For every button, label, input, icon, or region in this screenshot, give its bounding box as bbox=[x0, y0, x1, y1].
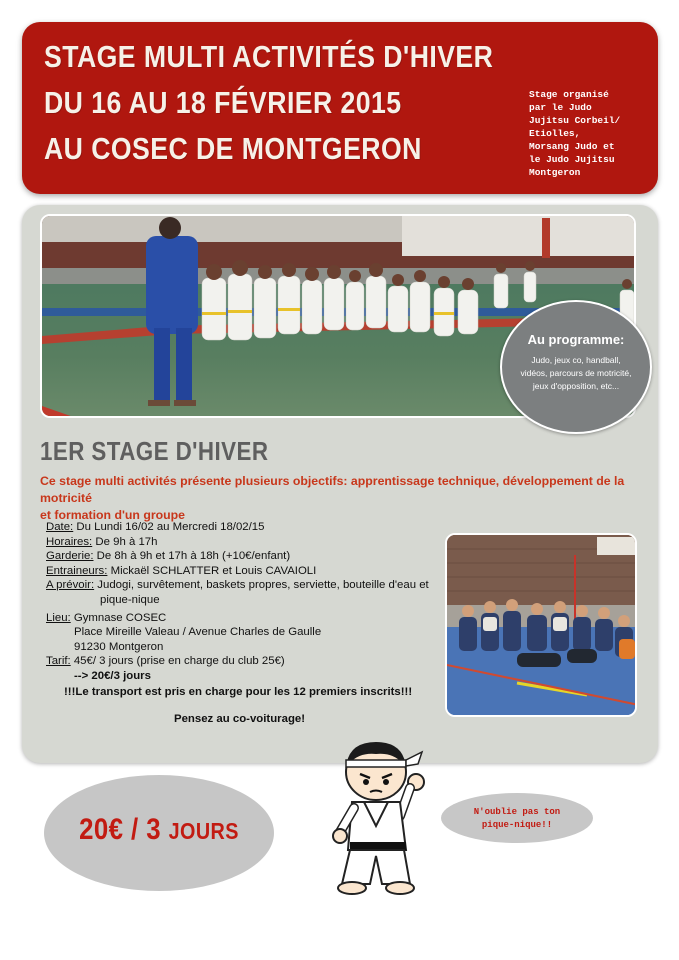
bubble-line-2: pique-nique!! bbox=[481, 820, 553, 830]
horaires-label: Horaires: bbox=[46, 535, 93, 548]
bubble-line-1: N'oublie pas ton bbox=[473, 807, 561, 817]
organizer-line: Stage organisé bbox=[529, 89, 609, 100]
tarif-line-2: --> 20€/3 jours bbox=[74, 669, 151, 682]
transport-notice: !!!Le transport est pris en charge pour les 12 premiers inscrits!!! bbox=[64, 686, 413, 698]
aprevoir-value: Judogi, survêtement, baskets propres, serviette, bouteille d'eau et bbox=[94, 579, 429, 592]
objectives-text bbox=[40, 473, 640, 524]
tarif-row bbox=[46, 654, 441, 669]
lieu-line-3: 91230 Montgeron bbox=[74, 640, 164, 653]
covoiturage-notice: Pensez au co-voiturage! bbox=[174, 713, 306, 725]
horaires-row bbox=[46, 535, 441, 550]
title-line-3: AU COSEC DE MONTGERON bbox=[44, 131, 422, 166]
group-photo-illustration bbox=[447, 535, 637, 717]
title-line-1: STAGE MULTI ACTIVITÉS D'HIVER bbox=[44, 39, 494, 74]
program-badge bbox=[500, 300, 652, 434]
speech-bubble bbox=[441, 793, 593, 843]
date-row bbox=[46, 520, 441, 535]
lieu-line-2: Place Mireille Valeau / Avenue Charles de Gaulle bbox=[74, 626, 322, 639]
entraineurs-row bbox=[46, 564, 441, 579]
aprevoir-value-2: pique-nique bbox=[100, 593, 160, 606]
price-text bbox=[60, 813, 258, 847]
date-label: Date: bbox=[46, 521, 74, 533]
price-badge bbox=[44, 775, 274, 891]
organizer-line: par le Judo bbox=[529, 102, 592, 113]
price-unit: JOURS bbox=[168, 818, 239, 844]
organizer-line: Montgeron bbox=[529, 167, 581, 178]
program-line: Judo, jeux co, handball, bbox=[531, 355, 621, 365]
tarif-value: 45€/ 3 jours (prise en charge du club 25€) bbox=[70, 655, 285, 668]
judoka-cartoon-icon bbox=[330, 738, 440, 898]
organizer-line: Morsang Judo et bbox=[529, 141, 615, 152]
objectives-line: et formation d'un groupe bbox=[40, 508, 186, 522]
price-amount: 20€ / 3 bbox=[79, 813, 169, 846]
group-photo bbox=[445, 533, 637, 717]
section-title: 1ER STAGE D'HIVER bbox=[40, 436, 269, 466]
page-title bbox=[44, 34, 566, 172]
program-list bbox=[508, 354, 644, 393]
program-line: vidéos, parcours de motricité, bbox=[520, 368, 632, 378]
title-line-2: DU 16 AU 18 FÉVRIER 2015 bbox=[44, 85, 402, 120]
aprevoir-label: A prévoir: bbox=[46, 579, 95, 592]
program-title: Au programme: bbox=[527, 332, 625, 347]
details-block bbox=[46, 520, 441, 684]
bubble-text bbox=[441, 806, 593, 832]
lieu-label: Lieu: bbox=[46, 611, 71, 624]
garderie-label: Garderie: bbox=[46, 550, 94, 563]
objectives-line: Ce stage multi activités présente plusieurs objectifs: apprentissage technique, développement de la motricité bbox=[40, 474, 625, 505]
organizer-line: Jujitsu Corbeil/ bbox=[529, 115, 621, 126]
program-line: jeux d'opposition, etc... bbox=[532, 381, 620, 391]
organizer-line: Etiolles, bbox=[529, 128, 581, 139]
aprevoir-row bbox=[46, 578, 441, 593]
organizer-note bbox=[529, 88, 654, 179]
header-banner bbox=[22, 22, 658, 194]
lieu-value: Gymnase COSEC bbox=[70, 611, 167, 624]
garderie-row bbox=[46, 549, 441, 564]
organizer-line: le Judo Jujitsu bbox=[529, 154, 615, 165]
entraineurs-label: Entraineurs: bbox=[46, 564, 108, 577]
entraineurs-value: Mickaël SCHLATTER et Louis CAVAIOLI bbox=[107, 564, 317, 577]
lieu-row bbox=[46, 611, 441, 626]
date-value: Du Lundi 16/02 au Mercredi 18/02/15 bbox=[73, 521, 265, 533]
horaires-value: De 9h à 17h bbox=[92, 535, 158, 548]
tarif-label: Tarif: bbox=[46, 655, 71, 668]
garderie-value: De 8h à 9h et 17h à 18h (+10€/enfant) bbox=[93, 550, 291, 563]
